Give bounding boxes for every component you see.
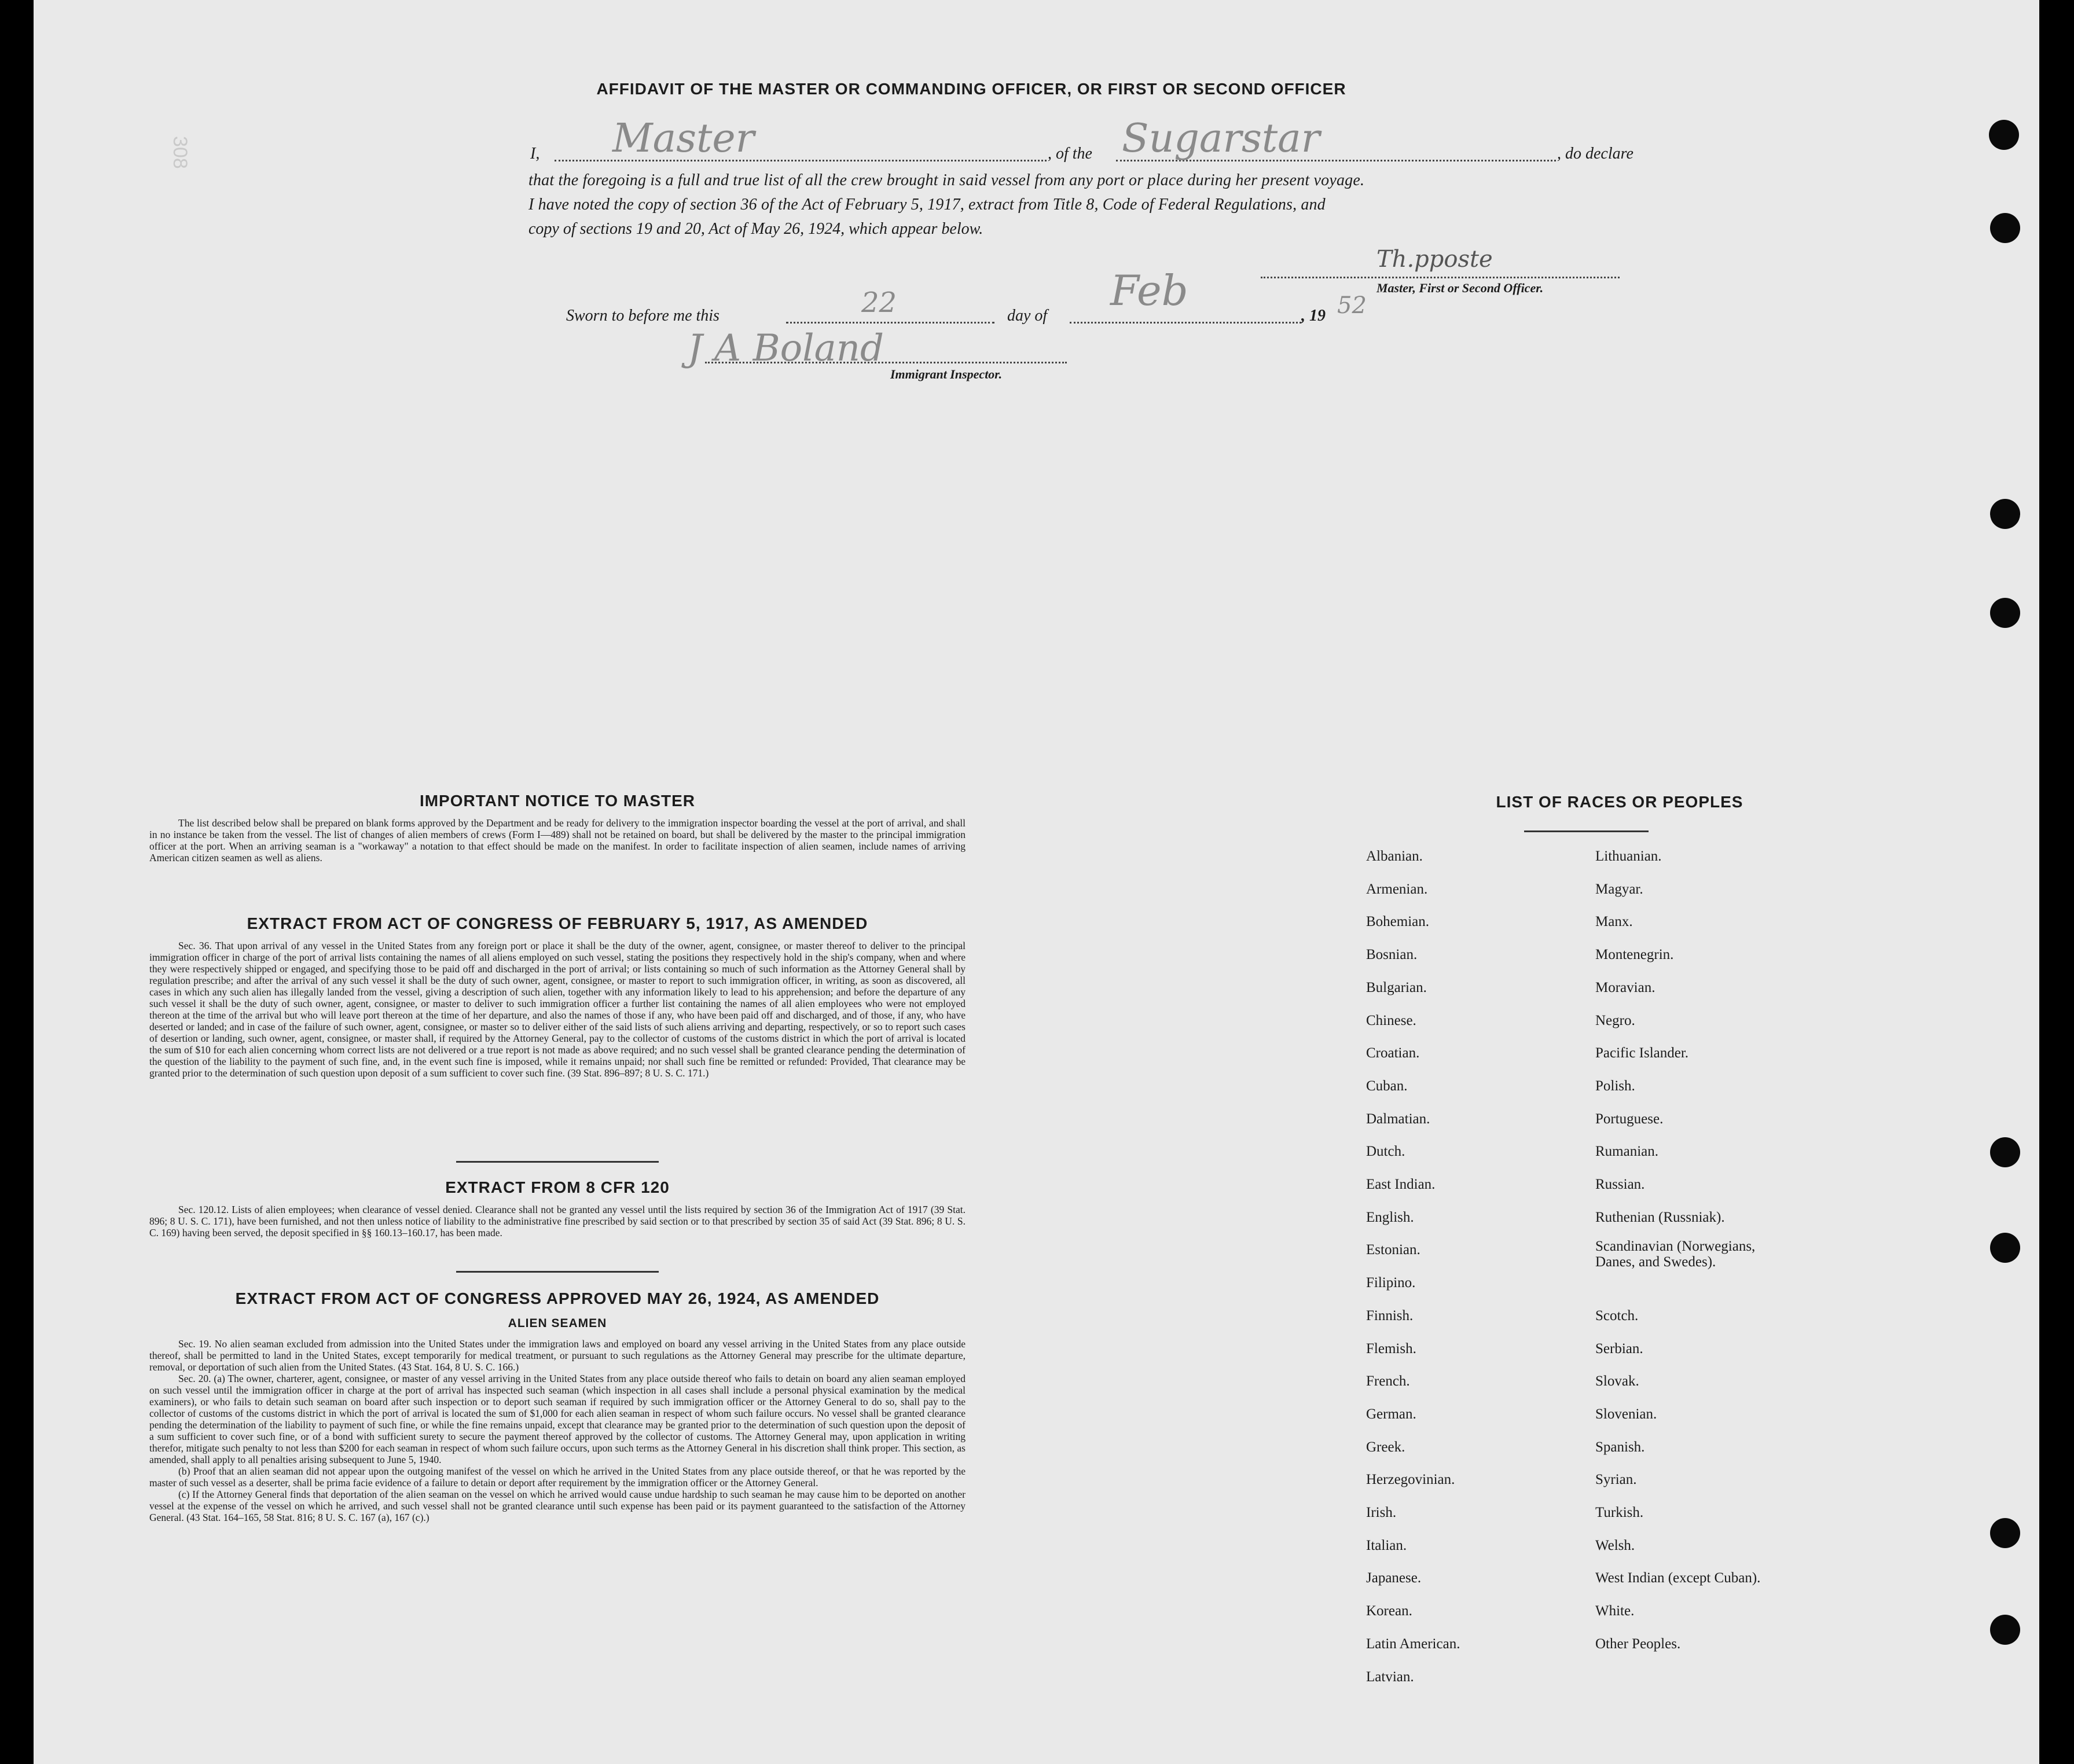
punch-hole — [1990, 1137, 2020, 1167]
section-20a: Sec. 20. (a) The owner, charterer, agent, consignee, or master of any vessel arriving in the United States from any place outside thereof who fails to detain on board any alien seaman employed on such vessel until the immigration officer in charge at the port of arrival has inspected such seaman (which inspection in all cases shall include a personal physical examination by the medical examiners), or who fails to detain such seaman on board after such inspection or to deport such seaman if required by such immigration officer or the Attorney General to do so, shall pay to the collector of customs of the customs district in which the port of arrival is located the sum of $1,000 for each alien seaman in respect of whom such failure occurs. No vessel shall be granted clearance pending the determination of the liability to payment of such fine, or while the fine remains unpaid, except that clearance may be granted prior to the determination of such question upon the deposit of a sum sufficient to cover such fine, or of a bond with sufficient surety to secure the payment thereof approved by the collector of customs. The Attorney General may, upon application in writing therefor, mitigate such penalty to not less than $200 for each seaman in respect of whom such failure occurs, upon such terms as the Attorney General in his discretion shall think proper. This section, as amended, shall apply to all penalties arising subsequent to June 5, 1940. — [149, 1373, 966, 1465]
race-item: Italian. — [1366, 1537, 1407, 1553]
section-20c: (c) If the Attorney General finds that deportation of the alien seaman on the vessel on which he arrived would cause undue hardship to such seaman he may cause him to be deported on another vessel at the expense of the vessel on which he arrived, and such vessel shall not be granted clearance until such expense has been paid or its payment guaranteed to the satisfaction of the Attorney General. (43 Stat. 164–165, 58 Stat. 816; 8 U. S. C. 167 (a), 167 (c).) — [149, 1489, 966, 1523]
extract-1924-subtitle: ALIEN SEAMEN — [508, 1317, 607, 1330]
race-item: Bulgarian. — [1366, 979, 1427, 995]
officer-signature-caption: Master, First or Second Officer. — [1376, 281, 1544, 295]
section-19: Sec. 19. No alien seaman excluded from admission into the United States under the immigration laws and employed on board any vessel arriving in the United States from any place outside thereof, shall be permitted to land in the United States, except temporarily for medical treatment, or pursuant to such regulations as the Attorney General may prescribe for the ultimate departure, removal, or deportation of such alien from the United States. (43 Stat. 164, 8 U. S. C. 166.) — [149, 1338, 966, 1373]
race-item: East Indian. — [1366, 1177, 1436, 1192]
affidavit-title: AFFIDAVIT OF THE MASTER OR COMMANDING OFFICER, OR FIRST OR SECOND OFFICER — [596, 80, 1346, 98]
officer-signature-line — [1261, 277, 1620, 278]
race-item: Moravian. — [1595, 979, 1655, 995]
year-handwritten: 52 — [1337, 292, 1367, 319]
race-item: Scandinavian (Norwegians, Danes, and Swedes). — [1595, 1239, 1756, 1270]
race-item: German. — [1366, 1406, 1416, 1422]
inspector-caption: Immigrant Inspector. — [890, 367, 1003, 381]
race-item: Bohemian. — [1366, 914, 1430, 930]
race-item: Estonian. — [1366, 1242, 1420, 1258]
of-the-label: , of the — [1048, 145, 1092, 163]
race-item: Chinese. — [1366, 1012, 1416, 1028]
margin-stamp: 308 — [169, 136, 191, 169]
race-item: Armenian. — [1366, 881, 1428, 897]
extract-1917-title: EXTRACT FROM ACT OF CONGRESS OF FEBRUARY 5, 1917, AS AMENDED — [247, 914, 868, 932]
master-name-handwritten: Master — [612, 116, 755, 161]
race-item: Portuguese. — [1595, 1111, 1664, 1127]
affidavit-line-2: that the foregoing is a full and true list of all the crew brought in said vessel from any port or place during her present voyage. — [528, 171, 1365, 189]
race-item: Latvian. — [1366, 1669, 1414, 1685]
race-item: Scotch. — [1595, 1307, 1639, 1324]
race-item: Bosnian. — [1366, 947, 1418, 963]
race-item: English. — [1366, 1209, 1414, 1225]
divider — [456, 1271, 659, 1273]
race-item: Negro. — [1595, 1012, 1635, 1028]
punch-hole — [1990, 1518, 2020, 1548]
notice-title: IMPORTANT NOTICE TO MASTER — [419, 792, 696, 810]
extract-1924-body — [149, 1338, 966, 1523]
race-item: Latin American. — [1366, 1636, 1460, 1652]
race-item: Welsh. — [1595, 1537, 1635, 1553]
race-item: Magyar. — [1595, 881, 1643, 897]
divider — [1524, 830, 1649, 832]
i-label: I, — [530, 145, 540, 163]
vessel-name-handwritten: Sugarstar — [1122, 116, 1320, 161]
race-item: Montenegrin. — [1595, 947, 1674, 963]
race-item: Manx. — [1595, 914, 1633, 930]
race-item: Spanish. — [1595, 1439, 1645, 1455]
race-item: Dutch. — [1366, 1144, 1405, 1160]
section-20b: (b) Proof that an alien seaman did not appear upon the outgoing manifest of the vessel on which he arrived in the United States from any place outside thereof, or that he was reported by the master of such vessel as a deserter, shall be prima facie evidence of a failure to detain or deport after requirement by the immigration officer or the Attorney General. — [149, 1465, 966, 1489]
extract-1917-body: Sec. 36. That upon arrival of any vessel in the United States from any foreign port or place it shall be the duty of the owner, agent, consignee, or master thereof to deliver to the principal immigration officer in charge of the port of arrival lists containing the names of all aliens employed on such vessel, stating the positions they respectively hold in the ship's company, when and where they were respectively shipped or engaged, and specifying those to be paid off and discharged in the port of arrival; or lists containing so much of such information as the Attorney General shall by regulation prescribe; and after the arrival of any such vessel it shall be the duty of such owner, agent, consignee, or master to report to such immigration officer, in writing, as soon as discovered, all cases in which any such alien has illegally landed from the vessel, giving a description of such alien, together with any information likely to lead to his apprehension; and before the departure of any such vessel it shall be the duty of such owner, agent, consignee, or master to deliver to such immigration officer a further list containing the names of all alien employees who were not employed thereon at the time of the arrival but who will leave port thereon at the time of her departure, and also the names of those if any, who have been paid off and discharged, and of those, if any, who have deserted or landed; and in case of the failure of such owner, agent, consignee, or master so to deliver either of the said lists of such aliens arriving and departing, respectively, or so to report such cases of desertion or landing, such owner, agent, consignee, or master shall, if required by the Attorney General, pay to the collector of customs of the customs district in which the port of arrival is located the sum of $10 for each alien concerning whom correct lists are not delivered or a true report is not made as above required; and no such vessel shall be granted clearance pending the determination of the question of the liability to the payment of such fine, and, in the event such fine is imposed, while it remains unpaid; nor shall such fine be remitted or refunded: Provided, That clearance may be granted prior to the determination of such question upon deposit of a sum sufficient to cover such fine. (39 Stat. 896–897; 8 U. S. C. 171.) — [149, 940, 966, 1079]
day-handwritten: 22 — [861, 286, 897, 319]
race-item: French. — [1366, 1373, 1410, 1390]
divider — [456, 1161, 659, 1163]
race-item: Slovak. — [1595, 1373, 1639, 1390]
punch-hole — [1989, 120, 2019, 150]
race-item: Korean. — [1366, 1603, 1412, 1619]
affidavit-line-4: copy of sections 19 and 20, Act of May 26, 1924, which appear below. — [528, 220, 983, 238]
race-item: Polish. — [1595, 1078, 1635, 1094]
extract-cfr-body: Sec. 120.12. Lists of alien employees; when clearance of vessel denied. Clearance shall not be granted any vessel until the lists required by section 36 of the Immigration Act of 1917 (39 Stat. 896; 8 U. S. C. 171), have been furnished, and not then unless notice of liability to the administrative fine prescribed by said section or to that prescribed by section 35 of said Act (39 Stat. 896; 8 U. S. C. 169) having been served, the deposit specified in §§ 160.13–160.17, has been made. — [149, 1204, 966, 1239]
punch-hole — [1990, 598, 2020, 628]
race-item: Japanese. — [1366, 1570, 1422, 1586]
inspector-signature: J A Boland — [688, 327, 884, 370]
day-field — [786, 322, 994, 324]
race-item: Slovenian. — [1595, 1406, 1657, 1422]
race-item: Syrian. — [1595, 1472, 1637, 1488]
year-prefix: , 19 — [1301, 307, 1326, 325]
race-item: Other Peoples. — [1595, 1636, 1681, 1652]
race-item: Serbian. — [1595, 1340, 1643, 1357]
race-item: Ruthenian (Russniak). — [1595, 1209, 1725, 1225]
month-field — [1070, 322, 1301, 324]
affidavit-line-3: I have noted the copy of section 36 of the Act of February 5, 1917, extract from Title 8, Code of Federal Regulations, and — [528, 196, 1326, 214]
race-item: Turkish. — [1595, 1505, 1644, 1520]
race-item: Albanian. — [1366, 848, 1423, 864]
races-title: LIST OF RACES OR PEOPLES — [1496, 793, 1743, 811]
officer-signature: Th.pposte — [1376, 246, 1493, 273]
sworn-label: Sworn to before me this — [566, 307, 720, 325]
inspector-signature-line — [705, 362, 1067, 363]
month-handwritten: Feb — [1110, 266, 1188, 315]
race-item: Greek. — [1366, 1439, 1405, 1455]
race-item: White. — [1595, 1603, 1635, 1619]
race-item: Cuban. — [1366, 1078, 1408, 1094]
race-item: Rumanian. — [1595, 1144, 1659, 1160]
punch-hole — [1990, 213, 2020, 243]
punch-hole — [1990, 1233, 2020, 1263]
race-item: Croatian. — [1366, 1045, 1420, 1061]
punch-hole — [1990, 1615, 2020, 1645]
extract-1924-title: EXTRACT FROM ACT OF CONGRESS APPROVED MAY 26, 1924, AS AMENDED — [235, 1289, 880, 1307]
race-item: Finnish. — [1366, 1307, 1414, 1324]
race-item: West Indian (except Cuban). — [1595, 1570, 1761, 1586]
race-item: Irish. — [1366, 1505, 1397, 1520]
race-item: Russian. — [1595, 1177, 1645, 1192]
race-item: Flemish. — [1366, 1340, 1416, 1357]
day-of-label: day of — [1007, 307, 1048, 325]
race-item: Filipino. — [1366, 1275, 1416, 1291]
race-item: Dalmatian. — [1366, 1111, 1430, 1127]
punch-hole — [1990, 499, 2020, 529]
race-item: Herzegovinian. — [1366, 1472, 1455, 1488]
manifest-page — [34, 0, 2039, 1764]
race-item: Lithuanian. — [1595, 848, 1662, 864]
race-item: Pacific Islander. — [1595, 1045, 1689, 1061]
extract-cfr-title: EXTRACT FROM 8 CFR 120 — [445, 1178, 670, 1196]
notice-body: The list described below shall be prepared on blank forms approved by the Department and be ready for delivery to the immigration inspector boarding the vessel at the port of arrival, and shall in no instance be taken from the vessel. The list of changes of alien members of crews (Form I—489) shall not be retained on board, but shall be delivered by the master to the principal immigration officer at the port. When an arriving seaman is a "workaway" a notation to that effect should be made on the manifest. In order to facilitate inspection of alien seamen, include names of arriving American citizen seamen as well as aliens. — [149, 817, 966, 863]
do-declare-label: , do declare — [1557, 145, 1633, 163]
